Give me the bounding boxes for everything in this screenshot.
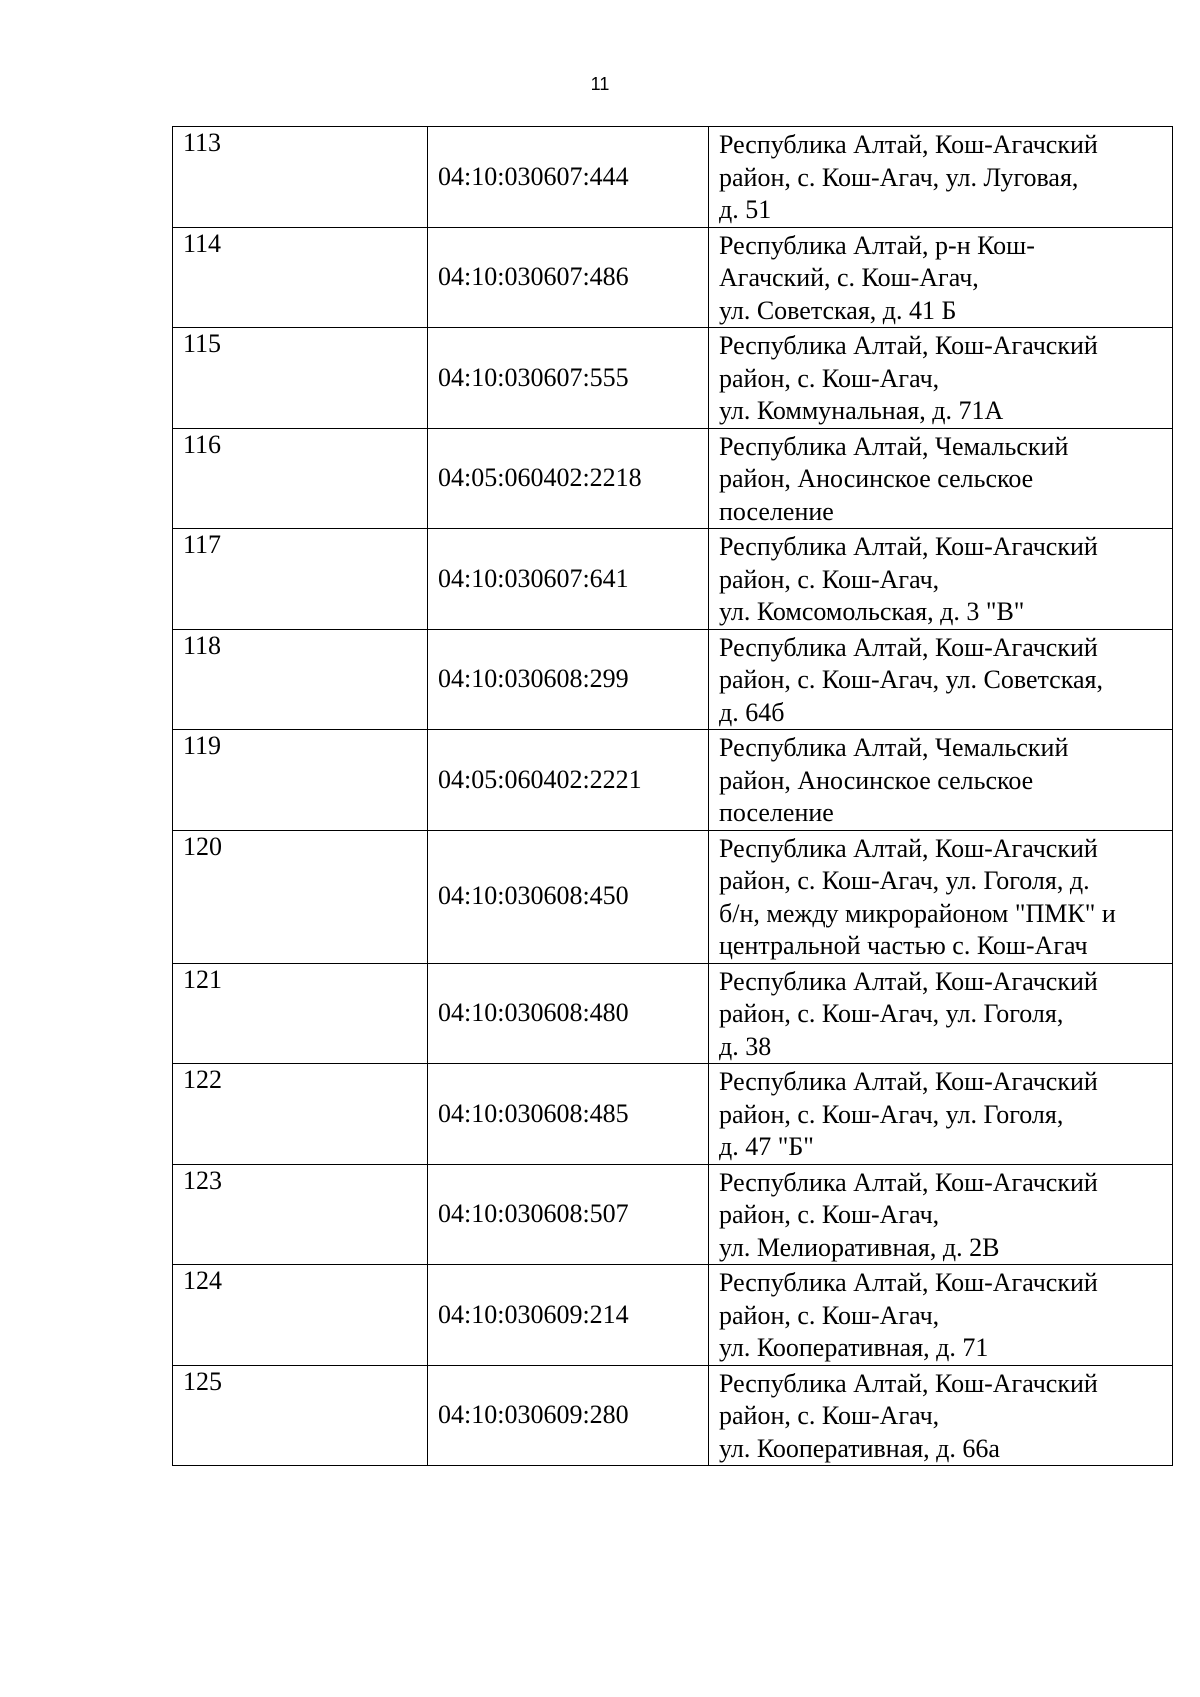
cadastral-number: 04:05:060402:2218: [428, 428, 709, 529]
table-row: [173, 1064, 1173, 1165]
row-number: 124: [173, 1265, 428, 1366]
table-row: [173, 529, 1173, 630]
cadastral-number: 04:10:030608:450: [428, 830, 709, 963]
table-row: [173, 830, 1173, 963]
table-row: [173, 1164, 1173, 1265]
address-line: д. 64б: [719, 697, 785, 727]
address: [709, 529, 1173, 630]
address-line: Республика Алтай, Кош-Агачский: [719, 966, 1098, 996]
address-line: Республика Алтай, Кош-Агачский: [719, 833, 1098, 863]
row-number: 125: [173, 1365, 428, 1466]
address-line: Республика Алтай, Кош-Агачский: [719, 331, 1098, 360]
cadastral-number: 04:10:030608:485: [428, 1064, 709, 1165]
address-line: Республика Алтай, р-н Кош-: [719, 230, 1035, 260]
address: [709, 428, 1173, 529]
address-line: район, с. Кош-Агач, ул. Советская,: [719, 665, 1103, 694]
address-line: Республика Алтай, Кош-Агачский: [719, 1368, 1098, 1398]
row-number: 116: [173, 428, 428, 529]
table-row: [173, 127, 1173, 228]
table-row: [173, 1365, 1173, 1466]
address-line: район, с. Кош-Агач, ул. Гоголя,: [719, 999, 1064, 1028]
address-line: ул. Комсомольская, д. 3 "В": [719, 597, 1025, 626]
address: [709, 1164, 1173, 1265]
table-row: [173, 629, 1173, 730]
address: [709, 127, 1173, 228]
row-number: 113: [173, 127, 428, 228]
address-line: Республика Алтай, Чемальский: [719, 431, 1069, 461]
address-line: район, Аносинское сельское: [719, 765, 1034, 795]
address-line: б/н, между микрорайоном "ПМК" и: [719, 898, 1116, 928]
table-body: [173, 127, 1173, 1466]
address-line: ул. Кооперативная, д. 66а: [719, 1433, 1000, 1463]
address-line: д. 38: [719, 1031, 772, 1061]
address-line: центральной частью с. Кош-Агач: [719, 931, 1088, 960]
address-line: район, с. Кош-Агач,: [719, 1300, 940, 1330]
address-line: район, с. Кош-Агач,: [719, 1401, 940, 1430]
address-line: Республика Алтай, Кош-Агачский: [719, 1167, 1098, 1197]
land-plots-table: [172, 126, 1173, 1466]
address: [709, 629, 1173, 730]
address-line: ул. Мелиоративная, д. 2В: [719, 1232, 1000, 1262]
table-row: [173, 328, 1173, 429]
page-number: 11: [590, 74, 610, 94]
row-number: 120: [173, 830, 428, 963]
cadastral-number: 04:05:060402:2221: [428, 730, 709, 831]
address-line: поселение: [719, 496, 834, 526]
address-line: Республика Алтай, Кош-Агачский: [719, 130, 1098, 159]
address-line: район, с. Кош-Агач, ул. Гоголя,: [719, 1099, 1064, 1129]
table-row: [173, 428, 1173, 529]
address: [709, 830, 1173, 963]
address-line: ул. Кооперативная, д. 71: [719, 1333, 989, 1362]
address: [709, 227, 1173, 328]
address-line: ул. Советская, д. 41 Б: [719, 295, 957, 325]
address-line: ул. Коммунальная, д. 71А: [719, 396, 1004, 425]
row-number: 114: [173, 227, 428, 328]
address: [709, 963, 1173, 1064]
address-line: район, с. Кош-Агач,: [719, 363, 940, 393]
address-line: Агачский, с. Кош-Агач,: [719, 263, 979, 292]
address-line: Республика Алтай, Кош-Агачский: [719, 1067, 1098, 1096]
address: [709, 1365, 1173, 1466]
cadastral-number: 04:10:030608:507: [428, 1164, 709, 1265]
table-row: [173, 1265, 1173, 1366]
row-number: 122: [173, 1064, 428, 1165]
address-line: д. 47 "Б": [719, 1132, 814, 1161]
cadastral-number: 04:10:030608:480: [428, 963, 709, 1064]
address-line: Республика Алтай, Кош-Агачский: [719, 632, 1098, 662]
address-line: район, с. Кош-Агач, ул. Гоголя, д.: [719, 866, 1090, 895]
address-line: Республика Алтай, Кош-Агачский: [719, 532, 1098, 561]
row-number: 117: [173, 529, 428, 630]
address-line: район, с. Кош-Агач,: [719, 564, 940, 594]
row-number: 115: [173, 328, 428, 429]
cadastral-number: 04:10:030607:486: [428, 227, 709, 328]
cadastral-number: 04:10:030607:444: [428, 127, 709, 228]
table-row: [173, 227, 1173, 328]
address-line: поселение: [719, 798, 834, 827]
address: [709, 328, 1173, 429]
address: [709, 730, 1173, 831]
address-line: д. 51: [719, 195, 772, 224]
address-line: Республика Алтай, Чемальский: [719, 733, 1069, 762]
row-number: 119: [173, 730, 428, 831]
table-row: [173, 963, 1173, 1064]
address-line: район, с. Кош-Агач,: [719, 1200, 940, 1229]
cadastral-number: 04:10:030607:555: [428, 328, 709, 429]
table-row: [173, 730, 1173, 831]
address-line: район, с. Кош-Агач, ул. Луговая,: [719, 162, 1079, 192]
cadastral-number: 04:10:030608:299: [428, 629, 709, 730]
address: [709, 1265, 1173, 1366]
address-line: Республика Алтай, Кош-Агачский: [719, 1268, 1098, 1297]
address-line: район, Аносинское сельское: [719, 464, 1034, 493]
row-number: 121: [173, 963, 428, 1064]
row-number: 118: [173, 629, 428, 730]
cadastral-number: 04:10:030609:280: [428, 1365, 709, 1466]
address: [709, 1064, 1173, 1165]
row-number: 123: [173, 1164, 428, 1265]
cadastral-number: 04:10:030607:641: [428, 529, 709, 630]
cadastral-number: 04:10:030609:214: [428, 1265, 709, 1366]
